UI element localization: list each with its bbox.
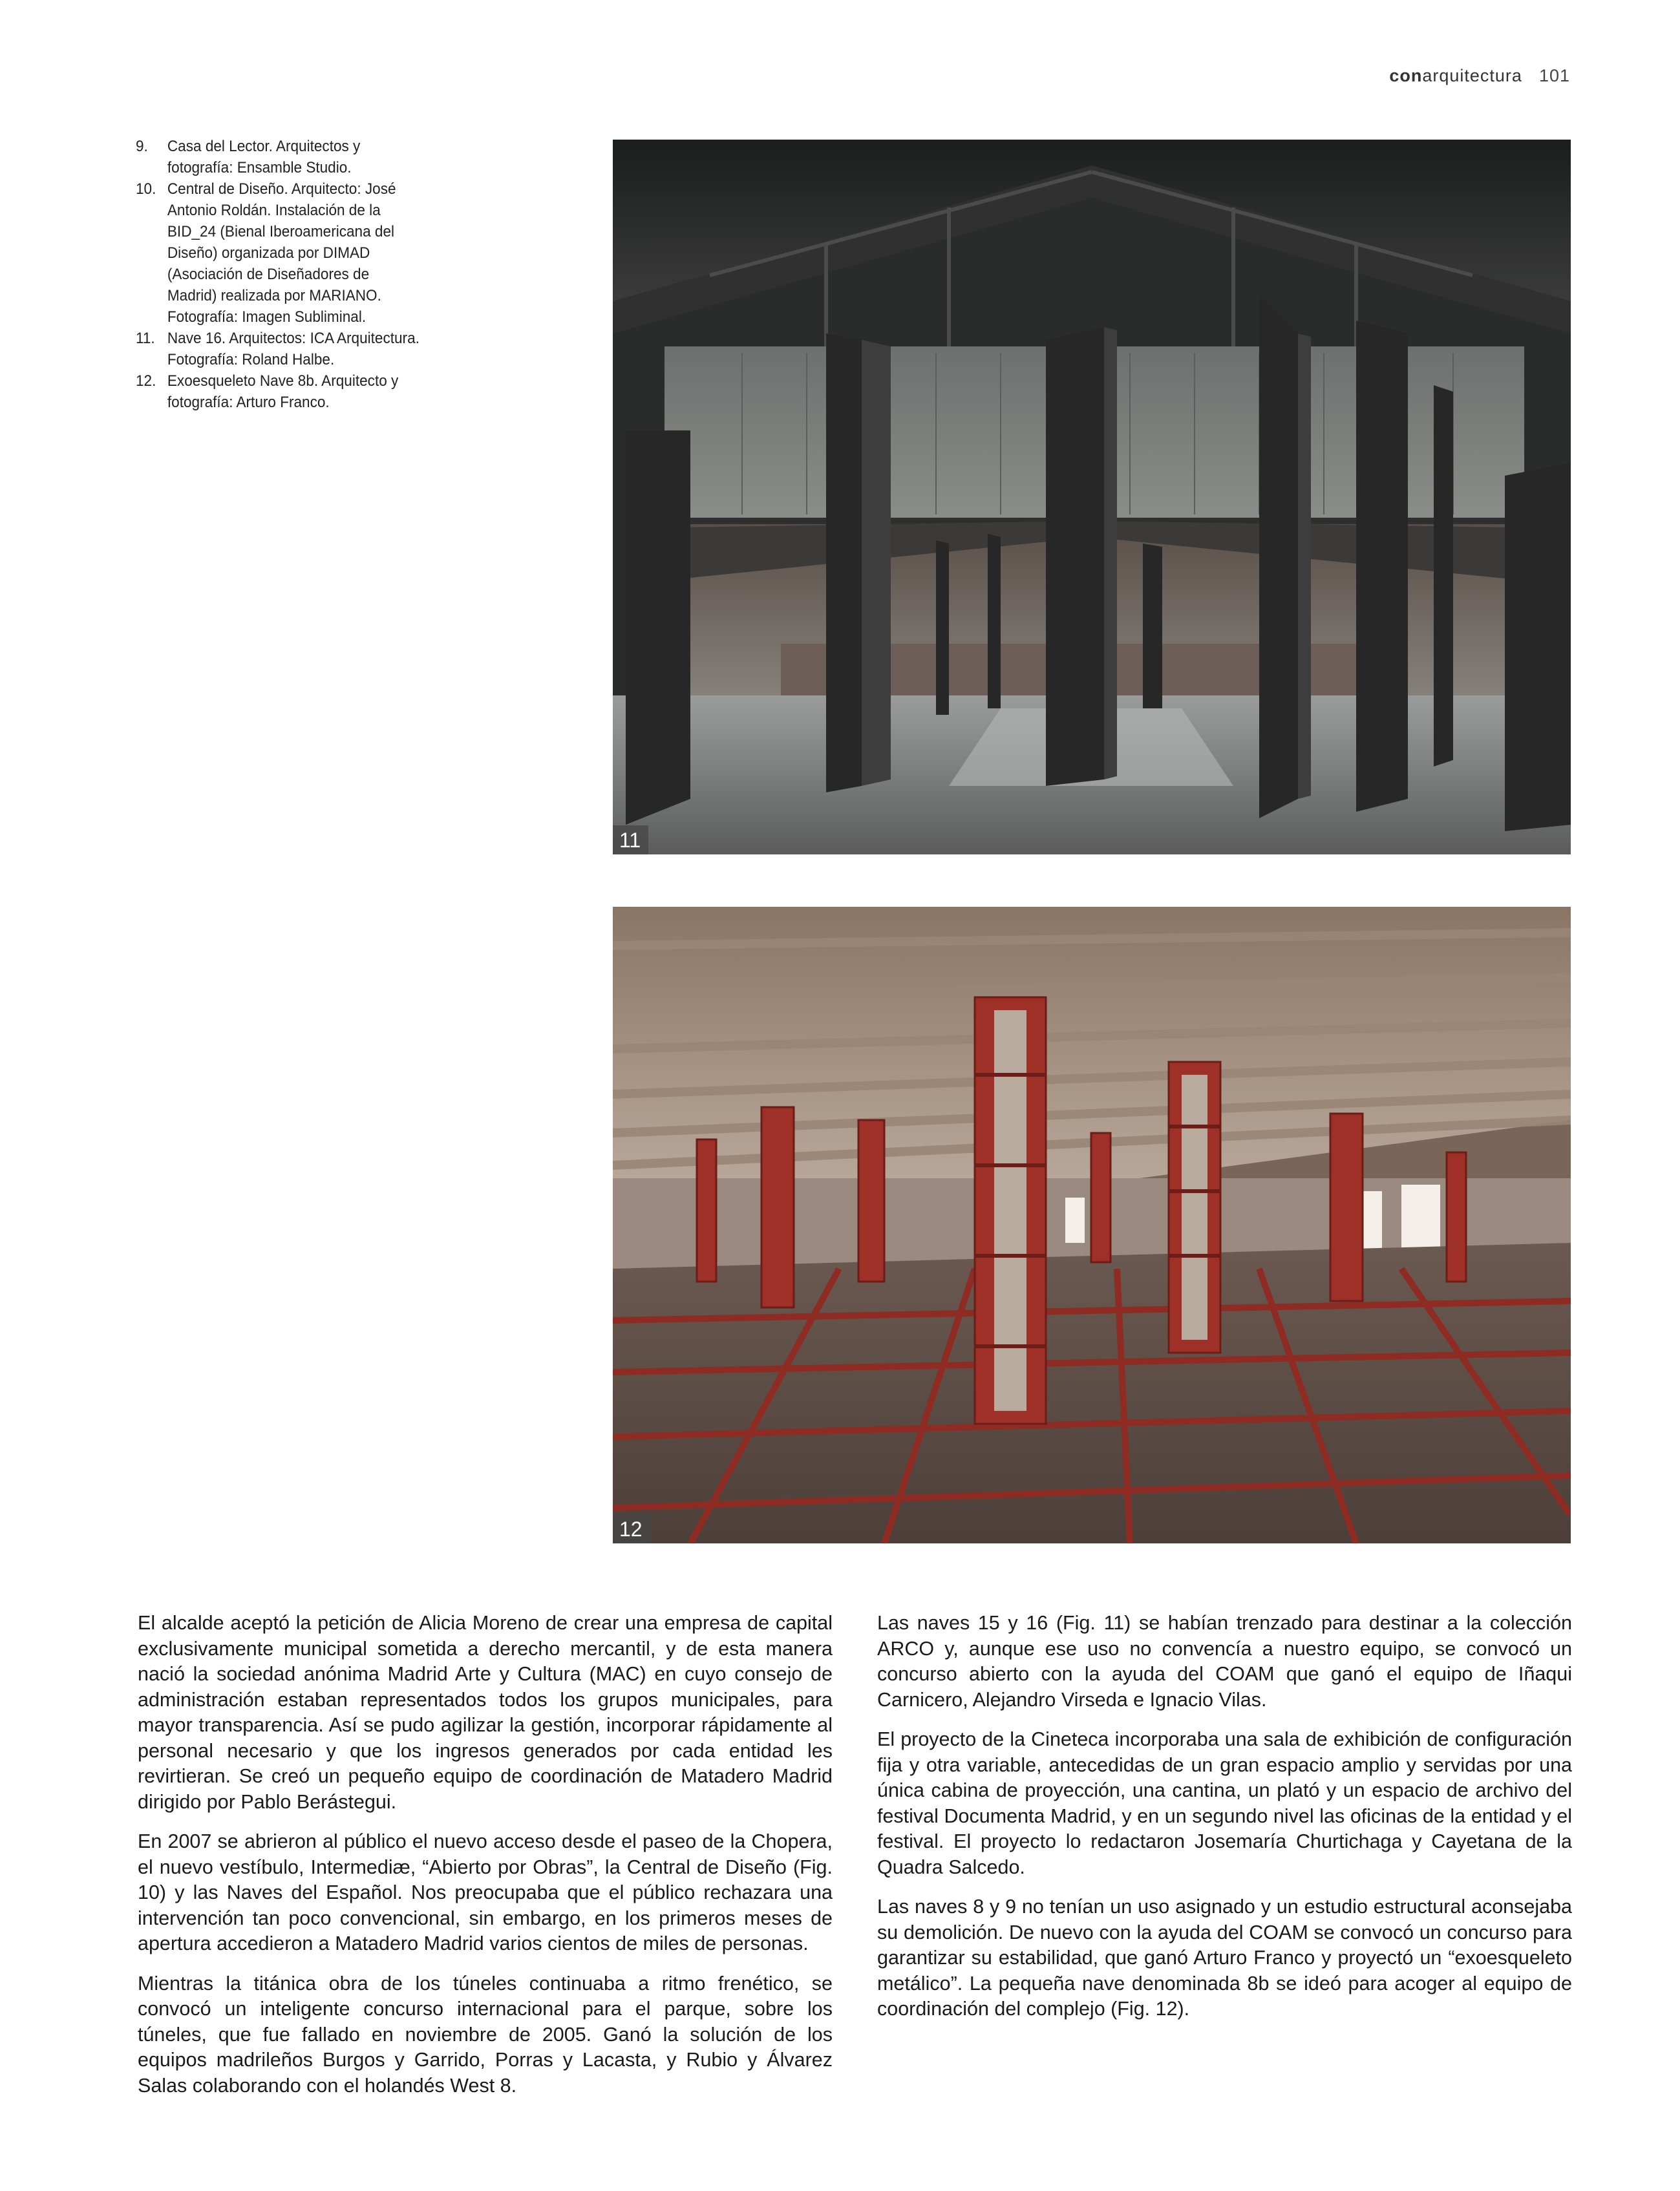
caption-item (136, 370, 421, 413)
figure-12-label: 12 (613, 1514, 650, 1543)
body-paragraph: El alcalde aceptó la petición de Alicia Moreno de crear una empresa de capital exclusivamente municipal sometida a derecho mercantil, y de esta manera nació la sociedad anónima Madrid Arte y Cultura (MAC) en cuyo consejo de administración estaban representados todos los grupos municipales, para mayor transparencia. Así se pudo agilizar la gestión, incorporar rápidamente al personal necesario y que los ingresos generados por cada entidad les revirtieran. Se creó un pequeño equipo de coordinación de Matadero Madrid dirigido por Pablo Berástegui. (138, 1612, 833, 1813)
body-paragraph: El proyecto de la Cineteca incorporaba una sala de exhibición de configuración fija y otra variable, antecedidas de un gran espacio amplio y servidas por una única cabina de proyección, una cantina, un plató y un espacio de archivo del festival Documenta Madrid, y en un segundo nivel las oficinas de la entidad y el festival. El proyecto lo redactaron Josemaría Churtichaga y Cayetana de la Quadra Salcedo. (877, 1728, 1572, 1878)
caption-text: Nave 16. Arquitectos: ICA Arquitectura. Fotografía: Roland Halbe. (167, 330, 420, 368)
body-column-left (138, 1611, 833, 2113)
body-paragraph: Las naves 8 y 9 no tenían un uso asignado y un estudio estructural aconsejaba su demolición. De nuevo con la ayuda del COAM se convocó un concurso para garantizar su estabilidad, que ganó Arturo Franco y proyectó un “exoesqueleto metálico”. La pequeña nave denominada 8b se ideó para acoger al equipo de coordinación del complejo (Fig. 12). (877, 1896, 1572, 2020)
caption-text: Casa del Lector. Arquitectos y fotografía: Ensamble Studio. (167, 138, 361, 176)
figure-11-photo (613, 140, 1571, 854)
figure-11-label: 11 (613, 825, 648, 854)
nave-16-interior-image (613, 140, 1571, 854)
figure-12-photo (613, 907, 1571, 1543)
body-column-right (877, 1611, 1572, 2037)
caption-text: Central de Diseño. Arquitecto: José Antonio Roldán. Instalación de la BID_24 (Bienal Iberoamericana del Diseño) organizada por DIMAD (Asociación de Diseñadores de Madrid) realizada por MARIANO. Fotografía: Imagen Subliminal. (167, 180, 396, 326)
magazine-logo: conarquitectura (1389, 66, 1522, 85)
caption-item (136, 178, 421, 328)
body-paragraph: En 2007 se abrieron al público el nuevo acceso desde el paseo de la Chopera, el nuevo vestíbulo, Intermediæ, “Abierto por Obras”, la Central de Diseño (Fig. 10) y las Naves del Español. Nos preocupaba que el público rechazara una intervención tan poco convencional, sin embargo, en los primeros meses de apertura accedieron a Matadero Madrid varios cientos de miles de personas. (138, 1830, 833, 1954)
caption-text: Exoesqueleto Nave 8b. Arquitecto y fotografía: Arturo Franco. (167, 372, 399, 411)
caption-number: 11. (136, 330, 155, 347)
body-paragraph: Mientras la titánica obra de los túneles continuaba a ritmo frenético, se convocó un inteligente concurso internacional para el parque, sobre los túneles, que fue fallado en noviembre de 2005. Ganó la solución de los equipos madrileños Burgos y Garrido, Porras y Lacasta, y Rubio y Álvarez Salas colaborando con el holandés West 8. (138, 1972, 833, 2097)
body-paragraph: Las naves 15 y 16 (Fig. 11) se habían trenzado para destinar a la colección ARCO y, aunque ese uso no convencía a nuestro equipo, se convocó un concurso abierto con la ayuda del COAM que ganó el equipo de Iñaqui Carnicero, Alejandro Virseda e Ignacio Vilas. (877, 1612, 1572, 1711)
page-number: 101 (1538, 66, 1570, 85)
figure-captions (136, 136, 421, 413)
caption-item (136, 328, 421, 370)
page-header (1389, 66, 1570, 86)
exoesqueleto-nave-8b-image (613, 907, 1571, 1543)
caption-number: 12. (136, 372, 156, 390)
caption-number: 10. (136, 180, 156, 198)
caption-item (136, 136, 421, 178)
caption-number: 9. (136, 138, 148, 155)
